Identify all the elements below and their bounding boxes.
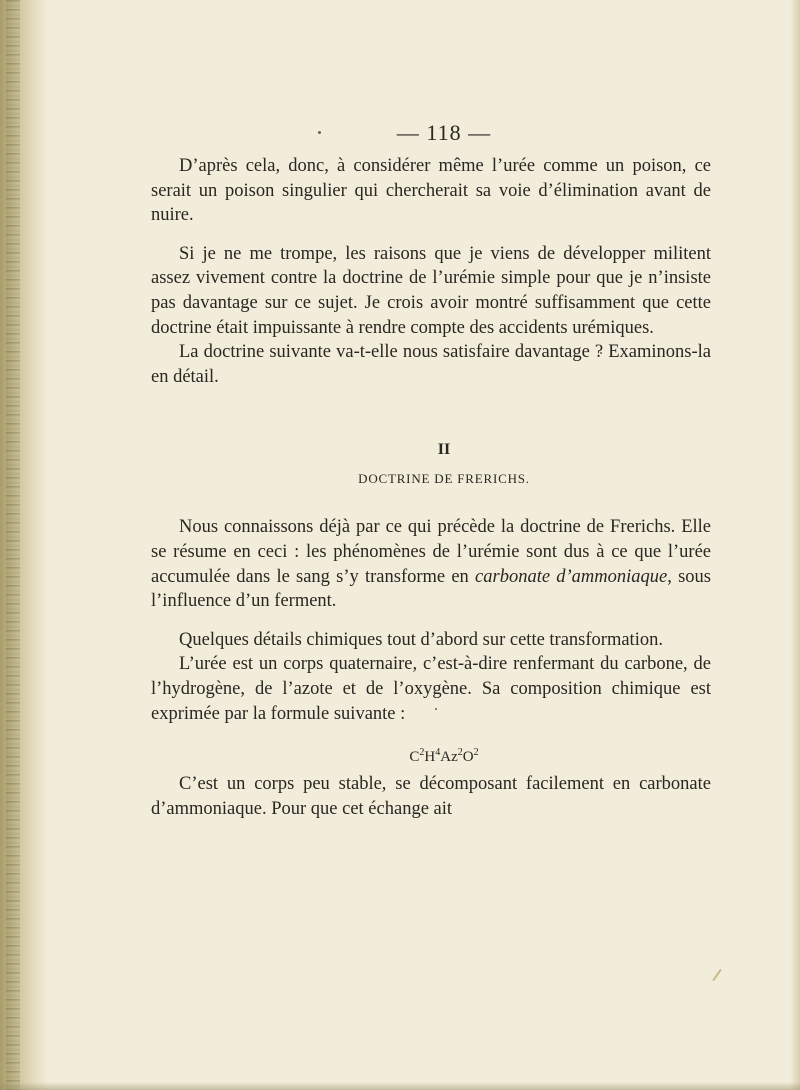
chemical-formula bbox=[151, 742, 711, 764]
page-bottom-edge bbox=[0, 1082, 800, 1090]
paper-mark bbox=[712, 969, 722, 982]
paragraph-frerichs-end: , sous l’influence d’un ferment. bbox=[151, 566, 711, 612]
formula-carbon: C bbox=[409, 749, 420, 766]
paragraph-chemical-details: Quelques détails chimiques tout d’abord sur cette transformation. bbox=[179, 629, 663, 650]
formula-nitrogen-count: 2 bbox=[457, 747, 463, 759]
page-number: — 118 — bbox=[396, 120, 492, 145]
text-column bbox=[151, 118, 711, 821]
formula-hydrogen-count: 4 bbox=[435, 747, 441, 759]
paragraph-frerichs-text: Nous connaissons déjà par ce qui précède la doctrine de Frerichs. Elle se résume en ceci : les phénomènes de l’urémie sont dus à ce que l’urée accumulée dans le sang s’y transforme en bbox=[151, 517, 711, 587]
paragraph-3: La doctrine suivante va-t-elle nous satisfaire davantage ? Examinons-la en détail. bbox=[151, 342, 711, 387]
section-number: II bbox=[437, 441, 451, 459]
paragraph-urea-composition: L’urée est un corps quaternaire, c’est-à-dire renfermant du carbone, de l’hydrogène, de l’azote et de l’oxygène. Sa composition chimique est exprimée par la formule suivante : bbox=[151, 654, 711, 724]
book-binding-edge bbox=[0, 0, 48, 1090]
formula-oxygen-count: 2 bbox=[473, 747, 479, 759]
paragraph-1: D’après cela, donc, à considérer même l’urée comme un poison, ce serait un poison singulier qui chercherait sa voie d’élimination avant de nuire. bbox=[151, 156, 711, 226]
section-title: DOCTRINE DE FRERICHS. bbox=[358, 471, 530, 487]
italic-term: carbonate d’ammoniaque bbox=[475, 566, 668, 587]
formula-hydrogen: H bbox=[424, 749, 436, 766]
formula-nitrogen: Az bbox=[440, 749, 458, 766]
paragraph-2: Si je ne me trompe, les raisons que je viens de développer militent assez vivement contre la doctrine de l’urémie simple pour que je n’insiste pas davantage sur ce sujet. Je crois avoir montré suffisamment que cette doctrine était impuissante à rendre compte des accidents urémiques. bbox=[151, 243, 711, 338]
page-right-edge bbox=[790, 0, 800, 1090]
formula-carbon-count: 2 bbox=[419, 747, 425, 759]
formula-oxygen: O bbox=[462, 749, 474, 766]
paragraph-last: C’est un corps peu stable, se décomposant facilement en carbonate d’ammoniaque. Pour que cet échange ait bbox=[151, 774, 711, 819]
paragraph-frerichs bbox=[151, 515, 711, 613]
